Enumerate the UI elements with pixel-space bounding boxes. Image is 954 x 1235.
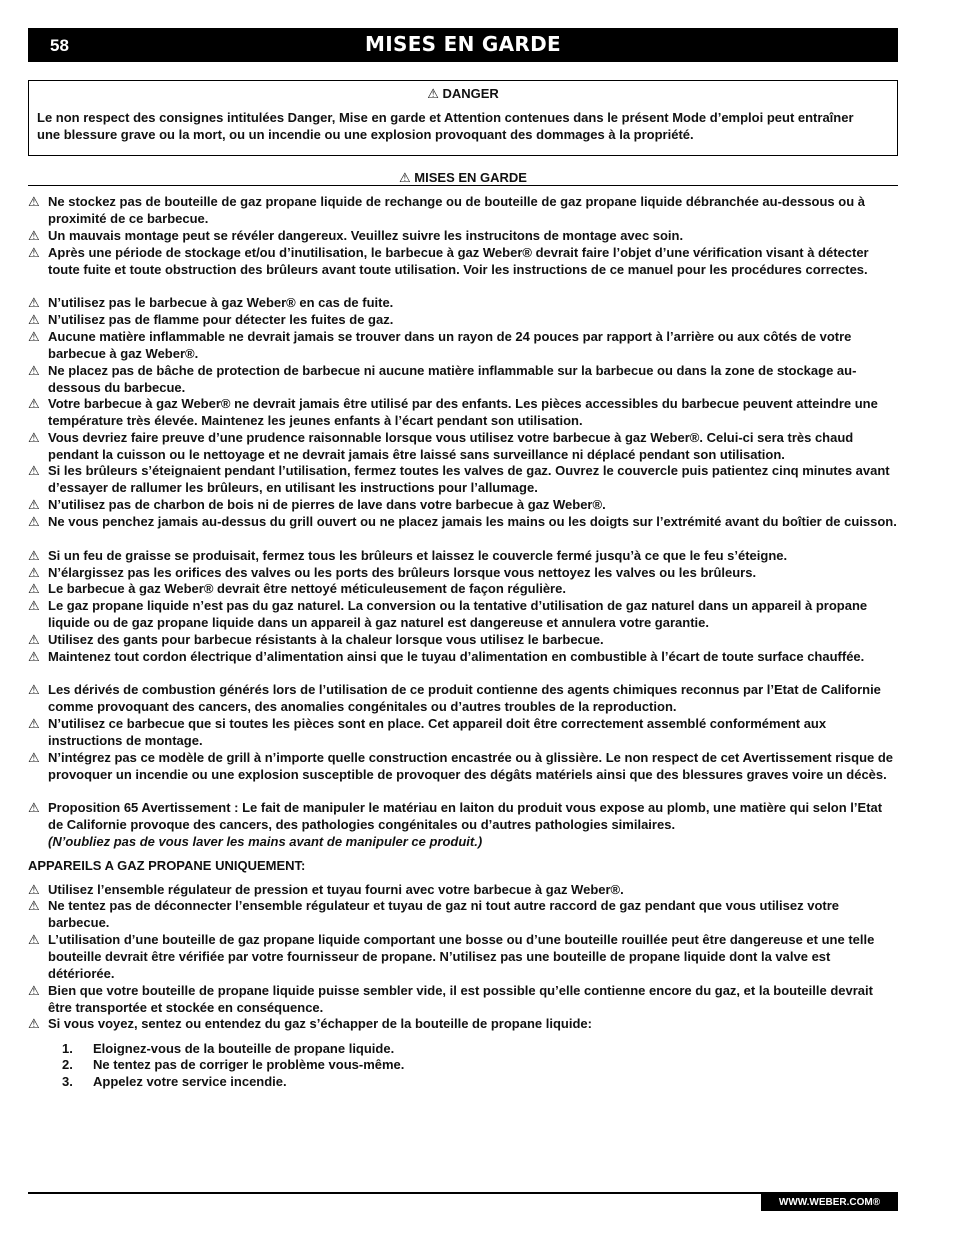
warning-triangle-icon: ⚠ [28, 364, 40, 379]
warning-triangle-icon: ⚠ [28, 246, 40, 261]
warning-triangle-icon: ⚠ [28, 195, 40, 210]
warning-triangle-icon: ⚠ [28, 1017, 40, 1032]
danger-text: Le non respect des consignes intitulées Danger, Mise en garde et Attention contenues dans le présent Mode d’emploi peut entraîner une blessure grave ou la mort, ou un incendie ou une explosion provoquant des dommages à la propriété. [37, 110, 854, 142]
danger-heading [29, 86, 897, 102]
warning-triangle-icon: ⚠ [28, 883, 40, 898]
warning-triangle-icon: ⚠ [399, 171, 411, 186]
warning-item-text: Utilisez des gants pour barbecue résistants à la chaleur lorsque vous utilisez le barbecue. [48, 632, 604, 647]
warning-triangle-icon: ⚠ [28, 599, 40, 614]
warning-triangle-icon: ⚠ [28, 683, 40, 698]
warning-item-text: Un mauvais montage peut se révéler dangereux. Veuillez suivre les instrucitons de montage avec soin. [48, 228, 684, 243]
warning-item [28, 632, 900, 649]
warning-item-text: N’utilisez pas de charbon de bois ni de pierres de lave dans votre barbecue à gaz Weber®. [48, 497, 606, 512]
warning-item-text: Votre barbecue à gaz Weber® ne devrait jamais être utilisé par des enfants. Les pièces accessibles du barbecue peuvent atteindre une température très élevée. Maintenez les jeunes enfants à l’écart pendant son utilisation. [48, 396, 878, 428]
step-number: 2. [62, 1057, 73, 1072]
warning-item [28, 194, 900, 228]
warning-triangle-icon: ⚠ [28, 313, 40, 328]
warning-item [28, 649, 900, 666]
propane-section-heading: APPAREILS A GAZ PROPANE UNIQUEMENT: [28, 858, 306, 873]
warning-triangle-icon: ⚠ [28, 933, 40, 948]
warning-item [28, 329, 900, 363]
step-text: Ne tentez pas de corriger le problème vous-même. [93, 1057, 405, 1072]
warning-triangle-icon: ⚠ [28, 464, 40, 479]
warning-item [28, 396, 900, 430]
propane-item [28, 932, 900, 982]
page-title: MISES EN GARDE [365, 32, 561, 56]
warning-item [28, 312, 900, 329]
propane-item [28, 898, 900, 932]
danger-heading-label: DANGER [442, 86, 499, 101]
warnings-heading [28, 170, 898, 186]
warning-item [28, 800, 900, 850]
warning-triangle-icon: ⚠ [28, 566, 40, 581]
warning-item-text: Aucune matière inflammable ne devrait jamais se trouver dans un rayon de 24 pouces par rapport à l’arrière ou aux côtés de votre barbecue à gaz Weber®. [48, 329, 852, 361]
step-number: 1. [62, 1041, 73, 1056]
warning-item-text: Vous devriez faire preuve d’une prudence raisonnable lorsque vous utilisez votre barbecue à gaz Weber®. Celui-ci sera très chaud pendant la cuisson ou le nettoyage et ne devrait jamais être laissé sans surveillance ni déplacé pendant son utilisation. [48, 430, 854, 462]
warning-item-text: Ne vous penchez jamais au-dessus du grill ouvert ou ne placez jamais les mains ou les doigts sur l’extrémité avant du boîtier de cuisson. [48, 514, 897, 529]
warning-item [28, 682, 900, 716]
propane-item-text: L’utilisation d’une bouteille de gaz propane liquide comportant une bosse ou d’une bouteille rouillée peut être dangereuse et une telle bouteille devrait être vérifiée par votre fournisseur de propane. N’utilisez pas une bouteille de propane liquide dont la valve est détériorée. [48, 932, 875, 981]
warning-triangle-icon: ⚠ [28, 397, 40, 412]
warning-triangle-icon: ⚠ [28, 633, 40, 648]
warning-triangle-icon: ⚠ [28, 498, 40, 513]
warning-item-text: Le barbecue à gaz Weber® devrait être nettoyé méticuleusement de façon régulière. [48, 581, 566, 596]
warning-item [28, 497, 900, 514]
warning-item-text: N’utilisez ce barbecue que si toutes les pièces sont en place. Cet appareil doit être correctement assemblé conformément aux instructions de montage. [48, 716, 827, 748]
page-header [28, 28, 898, 62]
warning-triangle-icon: ⚠ [28, 330, 40, 345]
warning-triangle-icon: ⚠ [28, 717, 40, 732]
warning-item [28, 245, 900, 279]
warning-triangle-icon: ⚠ [28, 582, 40, 597]
page-number: 58 [50, 36, 69, 55]
warning-triangle-icon: ⚠ [28, 984, 40, 999]
warning-item-text: N’utilisez pas le barbecue à gaz Weber® en cas de fuite. [48, 295, 394, 310]
warning-item-text: Après une période de stockage et/ou d’inutilisation, le barbecue à gaz Weber® devrait faire l’objet d’une vérification visant à détecter toute fuite et toute obstruction des brûleurs avant toute utilisation. Voir les instructions de ce manuel pour les procédures correctes. [48, 245, 869, 277]
warning-item [28, 565, 900, 582]
step-text: Appelez votre service incendie. [93, 1074, 287, 1089]
warning-item-text: Ne stockez pas de bouteille de gaz propane liquide de rechange ou de bouteille de gaz propane liquide débranchée au-dessous ou à proximité de ce barbecue. [48, 194, 866, 226]
propane-item [28, 983, 900, 1017]
warning-triangle-icon: ⚠ [28, 650, 40, 665]
danger-box [28, 80, 898, 156]
hand-washing-note: (N’oubliez pas de vous laver les mains avant de manipuler ce produit.) [48, 833, 483, 849]
warning-item [28, 581, 900, 598]
warning-triangle-icon: ⚠ [28, 549, 40, 564]
warning-item [28, 548, 900, 565]
warning-item-text: Ne placez pas de bâche de protection de barbecue ni aucune matière inflammable sur la barbecue ou dans la zone de stockage au-dessous du barbecue. [48, 363, 857, 395]
propane-item-text: Ne tentez pas de déconnecter l’ensemble régulateur et tuyau de gaz ni tout autre raccord de gaz pendant que vous utilisez votre barbecue. [48, 898, 840, 930]
warning-item-text: Maintenez tout cordon électrique d’alimentation ainsi que le tuyau d’alimentation en combustible à l’écart de toute surface chauffée. [48, 649, 865, 664]
warning-triangle-icon: ⚠ [28, 296, 40, 311]
warning-item [28, 716, 900, 750]
step-text: Eloignez-vous de la bouteille de propane liquide. [93, 1041, 395, 1056]
warning-triangle-icon: ⚠ [28, 751, 40, 766]
warning-item [28, 295, 900, 312]
propane-item-text: Utilisez l’ensemble régulateur de pression et tuyau fourni avec votre barbecue à gaz Weber®. [48, 882, 624, 897]
propane-item-text: Bien que votre bouteille de propane liquide puisse sembler vide, il est possible qu’elle contienne encore du gaz, et la bouteille devrait être transportée et stockée en conséquence. [48, 983, 873, 1015]
warning-item-text: Si les brûleurs s’éteignaient pendant l’utilisation, fermez toutes les valves de gaz. Ouvrez le couvercle puis patientez cinq minutes avant d’essayer de rallumer les brûleurs, en utilisant les instructions pour l’allumage. [48, 463, 890, 495]
warning-item-text: Le gaz propane liquide n’est pas du gaz naturel. La conversion ou la tentative d’utilisation de gaz naturel dans un appareil à propane liquide ou de gaz propane liquide dans un appareil à gaz naturel est dangereuse et annulera votre garantie. [48, 598, 868, 630]
warning-item [28, 228, 900, 245]
warning-item [28, 430, 900, 464]
warning-item [28, 463, 900, 497]
footer-url[interactable]: WWW.WEBER.COM® [761, 1194, 898, 1211]
warning-item-text: Si un feu de graisse se produisait, fermez tous les brûleurs et laissez le couvercle fermé jusqu’à ce que le feu s’éteigne. [48, 548, 788, 563]
warning-item [28, 598, 900, 632]
propane-item [28, 882, 900, 899]
warning-triangle-icon: ⚠ [28, 431, 40, 446]
warning-item [28, 363, 900, 397]
warning-item-text: N’utilisez pas de flamme pour détecter les fuites de gaz. [48, 312, 394, 327]
warning-triangle-icon: ⚠ [427, 87, 439, 102]
warning-triangle-icon: ⚠ [28, 515, 40, 530]
propane-item [28, 1016, 900, 1033]
warning-item [28, 514, 900, 531]
warning-item-text: Proposition 65 Avertissement : Le fait de manipuler le matériau en laiton du produit vous expose au plomb, une matière qui selon l’Etat de Californie provoque des cancers, des pathologies congénitales ou d’autres pathologies similaires. [48, 800, 883, 832]
warning-triangle-icon: ⚠ [28, 801, 40, 816]
step-number: 3. [62, 1074, 73, 1089]
warning-item-text: Les dérivés de combustion générés lors de l’utilisation de ce produit contienne des agents chimiques reconnus par l’Etat de Californie comme provoquant des cancers, des anomalies congénitales ou d’autres troubles de la reproduction. [48, 682, 881, 714]
propane-item-text: Si vous voyez, sentez ou entendez du gaz s’échapper de la bouteille de propane liquide: [48, 1016, 592, 1031]
warning-item-text: N’intégrez pas ce modèle de grill à n’importe quelle construction encastrée ou à glissière. Le non respect de cet Avertissement risque de provoquer un incendie ou une explosion susceptible de provoquer des dégâts matériels ainsi que des blessures graves voire un décès. [48, 750, 894, 782]
warning-triangle-icon: ⚠ [28, 899, 40, 914]
warning-item-text: N’élargissez pas les orifices des valves ou les ports des brûleurs lorsque vous nettoyez les valves ou les brûleurs. [48, 565, 757, 580]
warning-item [28, 750, 900, 784]
warning-triangle-icon: ⚠ [28, 229, 40, 244]
warnings-heading-label: MISES EN GARDE [414, 170, 527, 185]
